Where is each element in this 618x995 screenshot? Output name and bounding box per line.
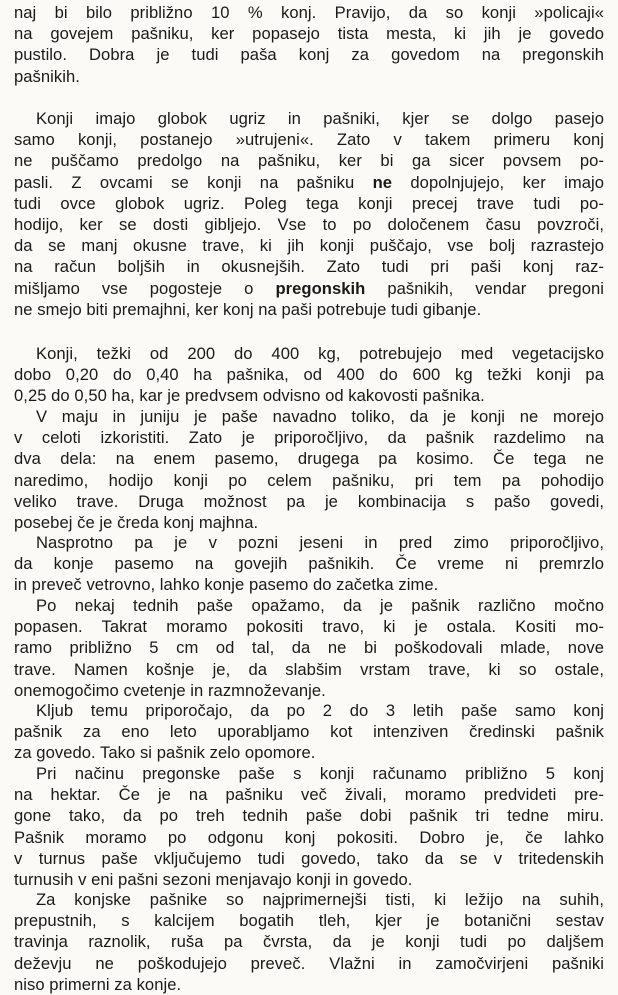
text-line: dobo 0,20 do 0,40 ha pašnika, od 400 do 600 kg težki konji pa [14,365,604,385]
text-line: Konji, težki od 200 do 400 kg, potrebujejo med vegetacijsko [36,344,604,363]
text-line: onemogočimo cvetenje in razmnoževanje. [14,680,326,700]
text-line: na hektar. Če je na pašniku več živali, moramo predvideti pre- [14,785,604,805]
text-segment: pasli. Z ovcami se konji na pašniku [14,172,373,192]
paragraph-8 [14,763,604,890]
text-line: samo konji, postanejo »utrujeni«. Zato v takem primeru konj [14,130,604,150]
text-line: ramo približno 5 cm od tal, da ne bi poškodovali mlade, nove [14,638,604,658]
paragraph-5 [14,532,604,596]
text-line: naj bi bilo približno 10 % konj. Pravijo, da so konji »policaji« [14,3,604,22]
text-line: hodijo, ker se dosti gibljejo. Vse to po določenem času povzroči, [14,215,604,235]
text-line: Po nekaj tednih paše opažamo, da je pašnik različno močno [36,596,604,615]
text-line: pustilo. Dobra je tudi paša konj za govedom na pregonskih [14,45,604,65]
text-line: Konji imajo globok ugriz in pašniki, kjer se dolgo pasejo [36,109,604,128]
text-line: posebej če je čreda konj majhna. [14,513,259,533]
text-line: Nasprotno pa je v pozni jeseni in pred zimo priporočljivo, [36,533,604,552]
text-line: ne smejo biti premajhni, ker konj na paši potrebuje tudi gibanje. [14,299,482,319]
text-line: v celoti izkoristiti. Zato je priporočljivo, da pašnik razdelimo na [14,428,604,448]
paragraph-2 [14,108,604,320]
text-line: v turnus paše vključujemo tudi govedo, tako da se v tritedenskih [14,848,604,868]
text-line: na govejem pašniku, ker popasejo tista mesta, ki jih je govedo [14,24,604,44]
text-line: in preveč vetrovno, lahko konje pasemo do začetka zime. [14,575,439,595]
text-line: da konje pasemo na govejih pašnikih. Če vreme ni premrzlo [14,554,604,574]
text-line: da se manj okusne trave, ki jih konji puščajo, vse bolj razrastejo [14,236,604,256]
text-line: trave. Namen košnje je, da slabšim vrstam trave, ki so ostale, [14,659,604,679]
text-line: veliko trave. Druga možnost pa je kombinacija s pašo govedi, [14,491,604,511]
text-line: ne puščamo predolgo na pašniku, ker bi ga sicer povsem po- [14,151,604,171]
text-line: dva dela: na enem pasemo, drugega pa kosimo. Če tega ne [14,449,604,469]
text-line: za govedo. Tako si pašnik zelo opomore. [14,743,316,763]
paragraph-7 [14,700,604,764]
text-line: pašnikih. [14,66,80,86]
text-line-with-bold [14,172,604,193]
bold-word-ne: ne [372,172,393,192]
paragraph-3 [14,343,604,407]
text-line: deževju ne poškodujejo preveč. Vlažni in zamočvirjeni pašniki [14,953,604,973]
text-line: Za konjske pašnike so najprimernejši tisti, ki ležijo na suhih, [36,890,604,909]
text-line: naredimo, hodijo konji po celem pašniku, pri tem pa pohodijo [14,470,604,490]
paragraph-9 [14,889,604,995]
text-segment: pašnikih, vendar pregoni [387,278,604,298]
paragraph-6 [14,595,604,701]
paragraph-1 [14,2,604,87]
text-line: prepustnih, s kalcijem bogatih tleh, kjer je botanični sestav [14,911,604,931]
text-line: turnusih v eni pašni sezoni menjavajo konji in govedo. [14,870,413,890]
text-segment: mišljamo vse pogosteje o [14,278,276,298]
text-line: Pašnik moramo po odgonu konj pokositi. Dobro je, če lahko [14,827,604,847]
text-line: na račun boljših in okusnejših. Zato tudi pri paši konj raz- [14,257,604,277]
text-line: 0,25 do 0,50 ha, kar je predvsem odvisno od kakovosti pašnika. [14,386,485,406]
text-line: niso primerni za konje. [14,974,182,994]
text-line: pašnik za eno leto uporabljamo kot intenziven čredinski pašnik [14,722,604,742]
text-line: tudi ovce globok ugriz. Poleg tega konji precej trave tudi po- [14,193,604,213]
bold-word-pregonskih: pregonskih [275,278,366,298]
text-line: gone tako, da po treh tednih paše dobi pašnik tri tedne miru. [14,806,604,826]
text-line: Pri načinu pregonske paše s konji računamo približno 5 konj [36,764,604,783]
text-line: Kljub temu priporočajo, da po 2 do 3 letih paše samo konj [36,701,604,720]
text-line: popasen. Takrat moramo pokositi travo, ki je ostala. Kositi mo- [14,617,604,637]
text-line-with-bold [14,278,604,299]
text-line: V maju in juniju je paše navadno toliko, da je konji ne morejo [36,407,604,426]
text-line: travinja raznolik, ruša pa čvrsta, da je konji tudi po daljšem [14,932,604,952]
paragraph-4 [14,406,604,533]
text-segment: dopolnjujejo, ker imajo [392,172,605,192]
